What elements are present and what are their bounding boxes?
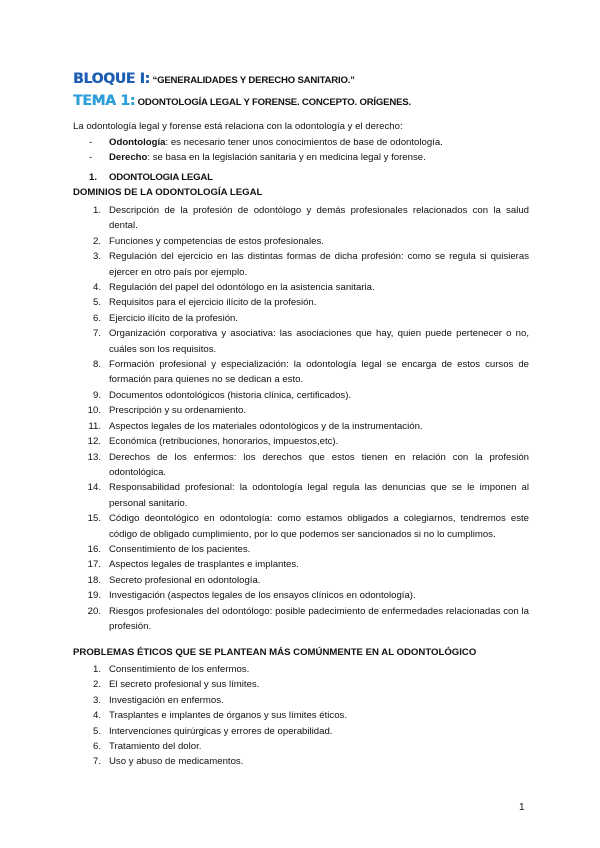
list-item	[0, 693, 600, 708]
page-number: 1	[519, 802, 525, 813]
item-text: Aspectos legales de trasplantes e implantes.	[109, 559, 299, 571]
item-text: Tratamiento del dolor.	[109, 741, 202, 753]
dominios-list	[0, 203, 600, 634]
item-text: Documentos odontológicos (historia clínica, certificados).	[109, 389, 352, 401]
item-text: Funciones y competencias de estos profesionales.	[109, 235, 324, 247]
list-item	[0, 724, 600, 739]
item-number: 7.	[92, 328, 101, 340]
list-item	[0, 280, 600, 295]
list-item	[0, 604, 600, 635]
item-text: Económica (retribuciones, honorarios, impuestos,etc).	[109, 436, 339, 448]
item-text: Uso y abuso de medicamentos.	[109, 756, 244, 768]
bullet-term: Derecho	[109, 152, 148, 163]
item-number: 2.	[92, 235, 101, 247]
list-item	[0, 419, 600, 434]
list-item	[0, 203, 600, 234]
item-number: 17.	[87, 559, 101, 571]
list-item	[0, 480, 600, 511]
list-item	[0, 754, 600, 769]
list-item	[0, 357, 600, 388]
item-number: 9.	[92, 389, 101, 401]
item-text: Consentimiento de los enfermos.	[109, 664, 250, 675]
item-text: El secreto profesional y sus límites.	[109, 679, 260, 691]
item-number: 3.	[92, 251, 101, 263]
bloque-heading	[73, 73, 355, 87]
item-text: Intervenciones quirúrgicas y errores de operabilidad.	[109, 725, 333, 737]
bullet-dash: -	[89, 152, 93, 163]
bullet-rest: : se basa en la legislación sanitaria y en medicina legal y forense.	[147, 152, 426, 163]
list-item	[0, 326, 600, 357]
item-number: 11.	[88, 420, 101, 432]
list-item	[0, 739, 600, 754]
item-number: 12.	[87, 436, 101, 448]
list-item	[0, 388, 600, 403]
list-item	[0, 708, 600, 723]
bullet-term: Odontología	[109, 137, 166, 148]
item-text: Requisitos para el ejercicio ilícito de la profesión.	[109, 297, 317, 309]
item-text: Organización corporativa y asociativa: las asociaciones que hay, quien puede pertenecer o no, cuáles son los requisitos.	[109, 328, 529, 355]
intro-paragraph: La odontología legal y forense está relaciona con la odontología y el derecho:	[73, 121, 403, 132]
bullet-dash: -	[89, 137, 93, 148]
problemas-list	[0, 662, 600, 770]
item-number: 6.	[92, 741, 101, 753]
item-number: 5.	[92, 725, 101, 737]
list-item	[0, 249, 600, 280]
item-text: Regulación del ejercicio en las distintas formas de dicha profesión: como se regula si quisieras ejercer en otro país por ejemplo.	[109, 251, 529, 278]
item-number: 5.	[92, 297, 101, 309]
item-text: Riesgos profesionales del odontólogo: posible padecimiento de enfermedades relacionadas con la profesión.	[109, 605, 529, 632]
section-number: 1.	[89, 172, 98, 183]
item-text: Consentimiento de los pacientes.	[109, 543, 251, 555]
item-text: Código deontológico en odontología: como estamos obligados a colegiarnos, tendremos este código de obligado cumplimiento, por lo que podemos ser sancionados si no lo cumplimos.	[109, 513, 529, 540]
item-text: Prescripción y su ordenamiento.	[109, 405, 247, 417]
list-item	[0, 403, 600, 418]
item-text: Descripción de la profesión de odontólogo y demás profesionales relacionados con la salud dental.	[109, 205, 529, 232]
item-number: 1.	[92, 205, 101, 216]
item-number: 19.	[87, 590, 101, 602]
list-item	[0, 434, 600, 449]
item-text: Investigación (aspectos legales de los ensayos clínicos en odontología).	[109, 590, 416, 602]
list-item	[0, 450, 600, 481]
item-number: 4.	[92, 710, 101, 722]
item-number: 4.	[92, 282, 101, 294]
tema-heading	[73, 95, 411, 109]
item-number: 15.	[87, 513, 101, 525]
list-item	[0, 311, 600, 326]
item-number: 18.	[87, 574, 101, 586]
bloque-label: BLOQUE I:	[73, 71, 150, 87]
list-item	[0, 234, 600, 249]
item-number: 6.	[92, 312, 101, 324]
dominios-heading: DOMINIOS DE LA ODONTOLOGÍA LEGAL	[73, 187, 263, 198]
item-text: Trasplantes e implantes de órganos y sus límites éticos.	[109, 710, 347, 722]
item-text: Aspectos legales de los materiales odontológicos y de la instrumentación.	[109, 420, 423, 432]
item-number: 3.	[92, 694, 101, 706]
list-item	[0, 588, 600, 603]
item-number: 2.	[92, 679, 101, 691]
problemas-heading: PROBLEMAS ÉTICOS QUE SE PLANTEAN MÁS COMÚNMENTE EN AL ODONTOLÓGICO	[73, 647, 477, 658]
bullet-text	[109, 152, 426, 164]
list-item	[0, 573, 600, 588]
list-item	[0, 511, 600, 542]
item-number: 10.	[87, 405, 101, 417]
item-text: Formación profesional y especialización: la odontología legal se encarga de estos cursos de formación para quienes no se dedican a esto.	[109, 359, 529, 386]
item-number: 20.	[87, 605, 101, 617]
item-text: Secreto profesional en odontología.	[109, 574, 261, 586]
item-text: Responsabilidad profesional: la odontología legal regula las denuncias que se le imponen al personal sanitario.	[109, 482, 529, 509]
item-number: 16.	[87, 543, 101, 555]
item-number: 8.	[92, 359, 101, 371]
item-text: Regulación del papel del odontólogo en la asistencia sanitaria.	[109, 282, 375, 294]
list-item	[0, 677, 600, 692]
item-number: 13.	[87, 451, 101, 463]
bloque-title: “GENERALIDADES Y DERECHO SANITARIO.”	[152, 75, 355, 86]
item-text: Derechos de los enfermos: los derechos que estos tienen en relación con la profesión odontológica.	[109, 451, 529, 478]
list-item	[0, 662, 600, 677]
list-item	[0, 542, 600, 557]
item-number: 7.	[92, 756, 101, 768]
tema-title: ODONTOLOGÍA LEGAL Y FORENSE. CONCEPTO. ORÍGENES.	[137, 97, 411, 108]
list-item	[0, 295, 600, 310]
item-text: Ejercicio ilícito de la profesión.	[109, 312, 239, 324]
item-text: Investigación en enfermos.	[109, 694, 224, 706]
list-item	[0, 557, 600, 572]
bullet-text	[109, 137, 443, 149]
tema-label: TEMA 1:	[73, 93, 135, 109]
bullet-rest: : es necesario tener unos conocimientos de base de odontología.	[165, 137, 443, 148]
item-number: 14.	[87, 482, 101, 494]
item-number: 1.	[92, 664, 101, 675]
section-title: ODONTOLOGIA LEGAL	[109, 172, 213, 183]
